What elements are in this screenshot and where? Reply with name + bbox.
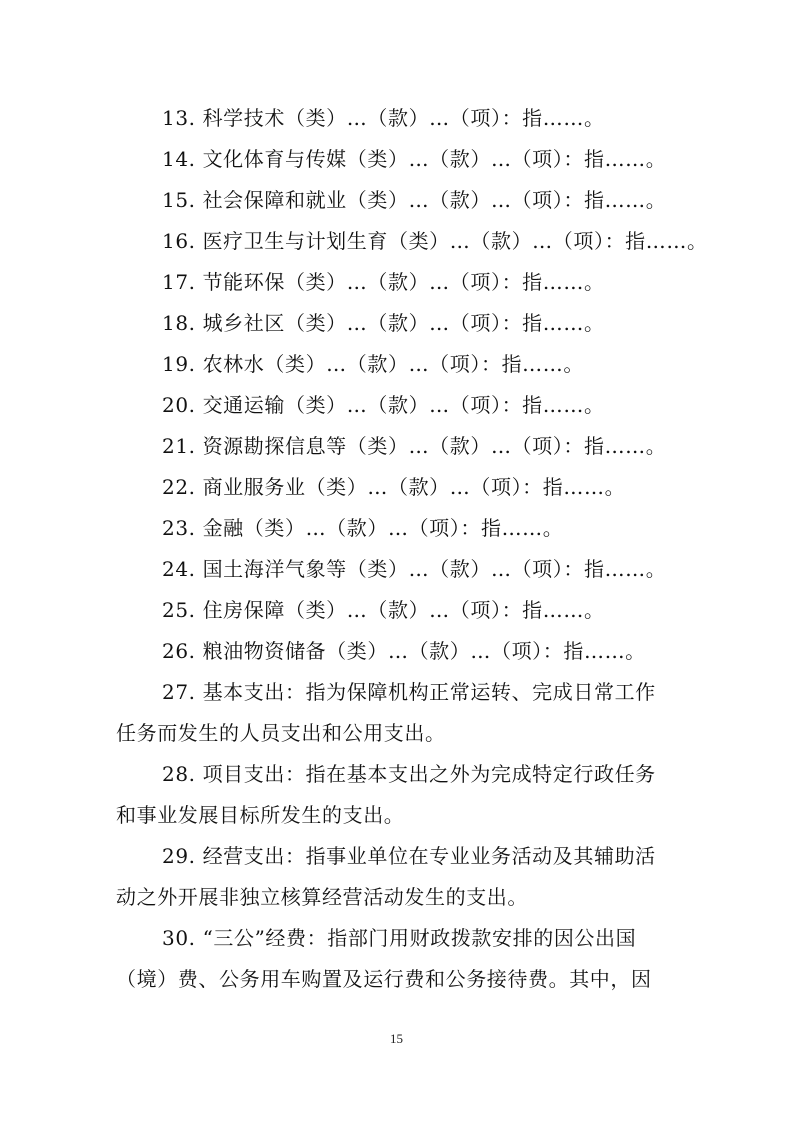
document-body xyxy=(116,98,708,1000)
item-17: 17. 节能环保（类）…（款）…（项）：指……。 xyxy=(162,270,605,294)
paragraph-29-line-2: 动之外开展非独立核算经营活动发生的支出。 xyxy=(116,885,528,909)
paragraph-27-line-2: 任务而发生的人员支出和公用支出。 xyxy=(116,721,446,745)
item-15: 15. 社会保障和就业（类）…（款）…（项）：指……。 xyxy=(162,188,667,212)
item-22: 22. 商业服务业（类）…（款）…（项）：指……。 xyxy=(162,475,626,499)
item-14: 14. 文化体育与传媒（类）…（款）…（项）：指……。 xyxy=(162,147,667,171)
paragraph-30-line-1: 30. “三公”经费：指部门用财政拨款安排的因公出国 xyxy=(162,926,637,950)
page-number: 15 xyxy=(390,1031,403,1046)
item-20: 20. 交通运输（类）…（款）…（项）：指……。 xyxy=(162,393,605,417)
item-19: 19. 农林水（类）…（款）…（项）：指……。 xyxy=(162,352,584,376)
paragraph-28-line-2: 和事业发展目标所发生的支出。 xyxy=(116,803,405,827)
item-24: 24. 国土海洋气象等（类）…（款）…（项）：指……。 xyxy=(162,557,667,581)
item-25: 25. 住房保障（类）…（款）…（项）：指……。 xyxy=(162,598,605,622)
paragraph-30-line-2: （境）费、公务用车购置及运行费和公务接待费。其中，因 xyxy=(116,967,652,991)
paragraph-29-line-1: 29. 经营支出：指事业单位在专业业务活动及其辅助活 xyxy=(162,844,656,868)
item-18: 18. 城乡社区（类）…（款）…（项）：指……。 xyxy=(162,311,605,335)
item-21: 21. 资源勘探信息等（类）…（款）…（项）：指……。 xyxy=(162,434,667,458)
paragraph-27-line-1: 27. 基本支出：指为保障机构正常运转、完成日常工作 xyxy=(162,680,656,704)
item-16: 16. 医疗卫生与计划生育（类）…（款）…（项）：指……。 xyxy=(162,229,708,253)
item-23: 23. 金融（类）…（款）…（项）：指……。 xyxy=(162,516,564,540)
paragraph-28-line-1: 28. 项目支出：指在基本支出之外为完成特定行政任务 xyxy=(162,762,656,786)
item-13: 13. 科学技术（类）…（款）…（项）：指……。 xyxy=(162,106,605,130)
item-26: 26. 粮油物资储备（类）…（款）…（项）：指……。 xyxy=(162,639,646,663)
